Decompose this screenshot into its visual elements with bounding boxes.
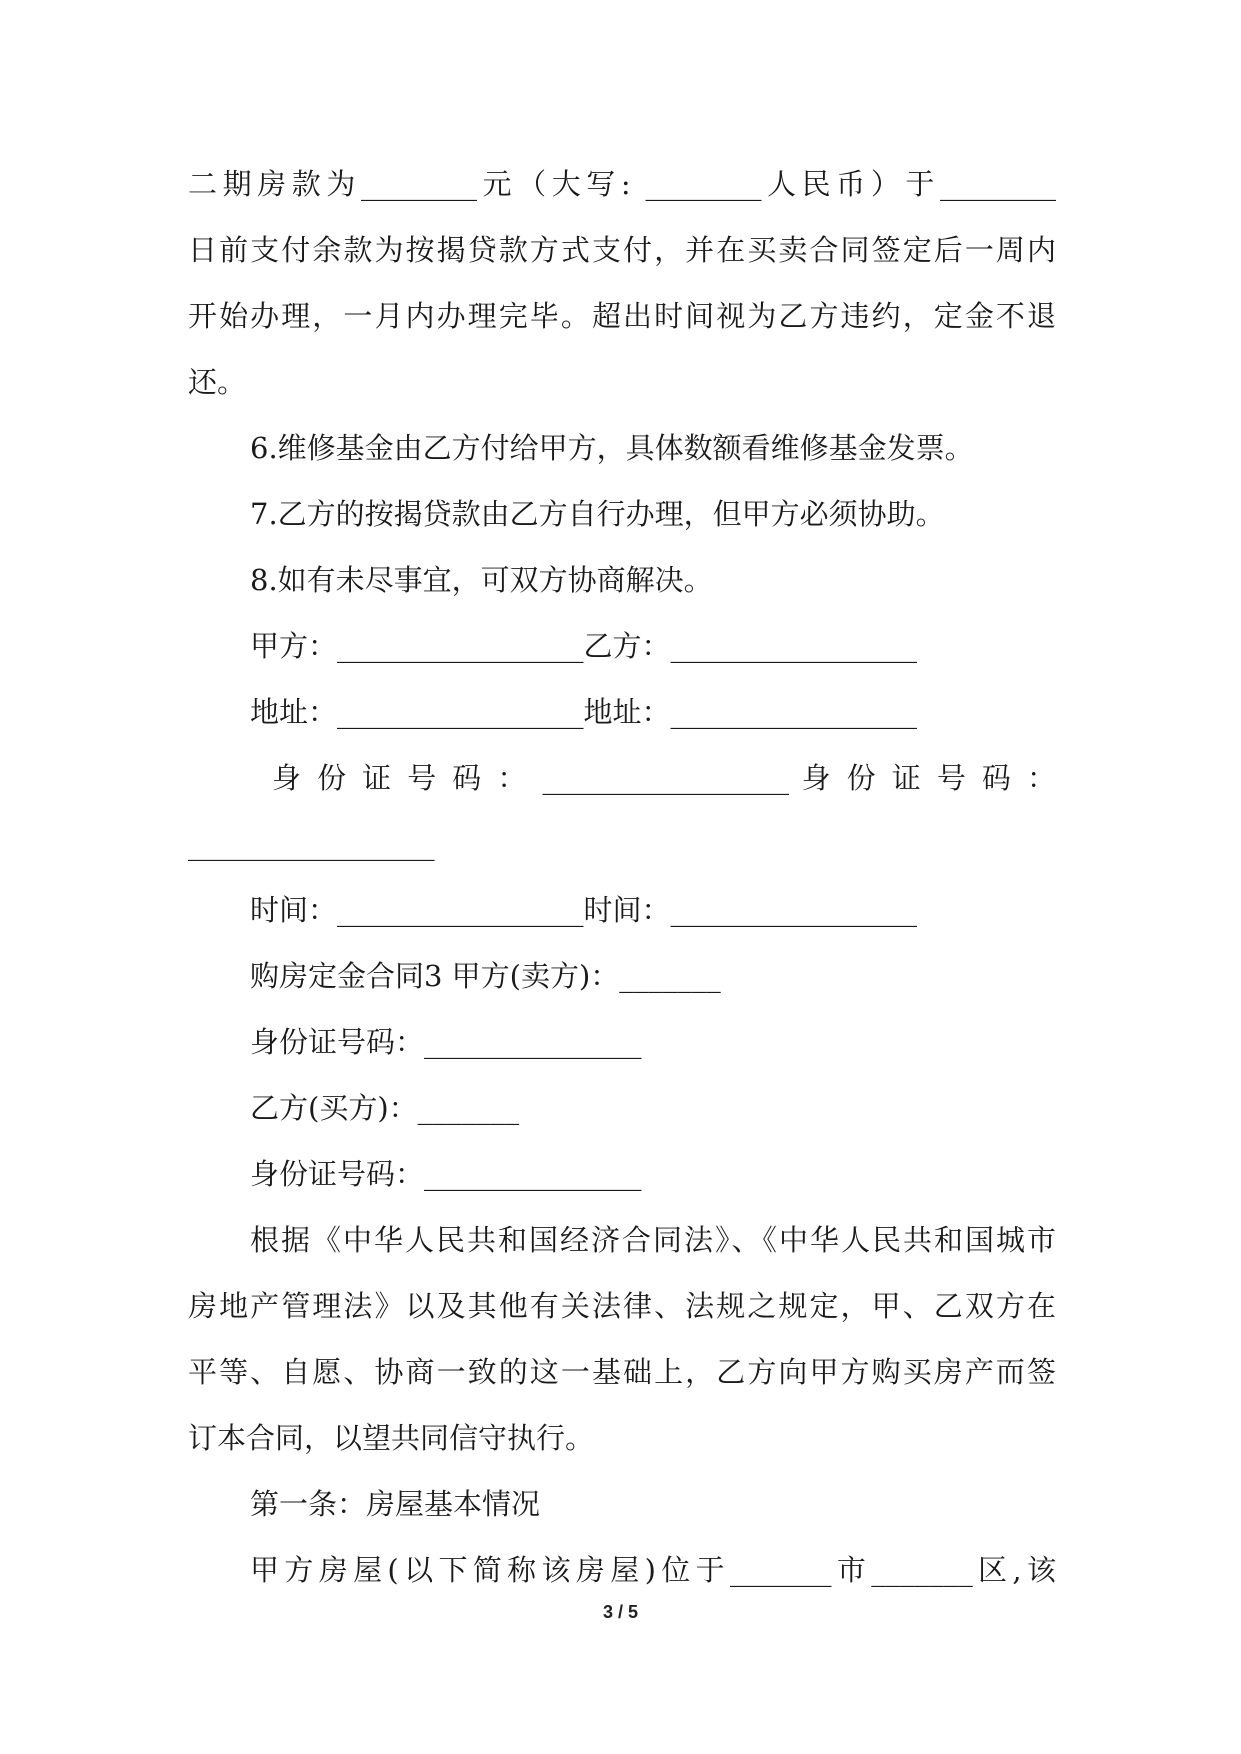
contract-heading: 购房定金合同3 甲方(卖方)：_______ xyxy=(250,959,721,993)
text-line: 二期房款为________元（大写: ________人民币）于________ xyxy=(188,167,1056,201)
text-line: 还。 xyxy=(188,365,247,399)
signature-line-address: 地址：_________________地址：_________________ xyxy=(250,695,918,729)
text-line: 甲方房屋(以下简称该房屋)位于_______市_______区,该 xyxy=(250,1553,1056,1587)
text-line: 7.乙方的按揭贷款由乙方自行办理，但甲方必须协助。 xyxy=(250,497,945,531)
seller-id-line: 身份证号码：_______________ xyxy=(250,1025,642,1059)
article-heading: 第一条：房屋基本情况 xyxy=(250,1487,541,1521)
buyer-id-line: 身份证号码：_______________ xyxy=(250,1157,642,1191)
signature-line-id: 身 份 证 号 码 ： _________________ 身 份 证 号 码 ： xyxy=(272,761,1056,795)
page-number: 3 / 5 xyxy=(602,1602,639,1622)
text-line: 根据《中华人民共和国经济合同法》、《中华人民共和国城市 xyxy=(250,1223,1056,1257)
text-line: 订本合同，以望共同信守执行。 xyxy=(188,1421,595,1455)
buyer-line: 乙方(买方)：_______ xyxy=(250,1091,520,1125)
signature-line-id-blank: _________________ xyxy=(188,827,435,861)
signature-line-date: 时间：_________________时间：_________________ xyxy=(250,893,918,927)
text-line: 6.维修基金由乙方付给甲方，具体数额看维修基金发票。 xyxy=(250,431,974,465)
text-line: 房地产管理法》以及其他有关法律、法规之规定，甲、乙双方在 xyxy=(188,1289,1056,1323)
text-line: 开始办理，一月内办理完毕。超出时间视为乙方违约，定金不退 xyxy=(188,299,1056,333)
text-line: 8.如有未尽事宜，可双方协商解决。 xyxy=(250,563,713,597)
signature-line-party: 甲方：_________________乙方：_________________ xyxy=(250,629,918,663)
text-line: 平等、自愿、协商一致的这一基础上，乙方向甲方购买房产而签 xyxy=(188,1355,1056,1389)
text-line: 日前支付余款为按揭贷款方式支付，并在买卖合同签定后一周内 xyxy=(188,233,1056,267)
